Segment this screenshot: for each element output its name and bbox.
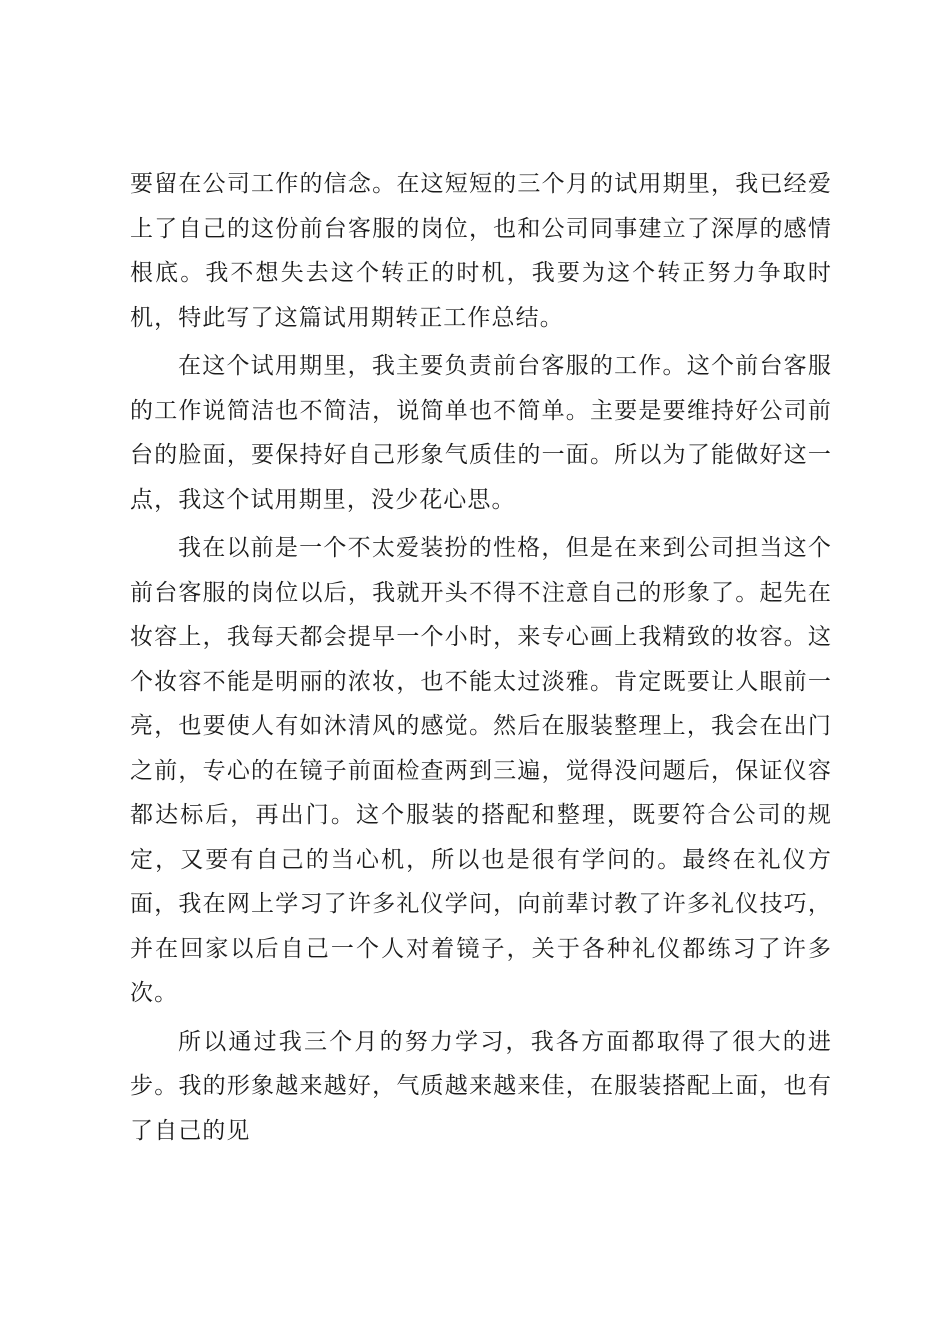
document-body [130, 162, 832, 1157]
paragraph-1: 要留在公司工作的信念。在这短短的三个月的试用期里，我已经爱上了自己的这份前台客服的岗位，也和公司同事建立了深厚的感情根底。我不想失去这个转正的时机，我要为这个转正努力争取时机，特此写了这篇试用期转正工作总结。 [130, 171, 832, 331]
paragraph-3: 我在以前是一个不太爱装扮的性格，但是在来到公司担当这个前台客服的岗位以后，我就开头不得不注意自己的形象了。起先在妆容上，我每天都会提早一个小时，来专心画上我精致的妆容。这个妆容不能是明丽的浓妆，也不能太过淡雅。肯定既要让人眼前一亮，也要使人有如沐清风的感觉。然后在服装整理上，我会在出门之前，专心的在镜子前面检查两到三遍，觉得没问题后，保证仪容都达标后，再出门。这个服装的搭配和整理，既要符合公司的规定，又要有自己的当心机，所以也是很有学问的。最终在礼仪方面，我在网上学习了许多礼仪学问，向前辈讨教了许多礼仪技巧，并在回家以后自己一个人对着镜子，关于各种礼仪都练习了许多次。 [130, 535, 832, 1006]
paragraph-2: 在这个试用期里，我主要负责前台客服的工作。这个前台客服的工作说简洁也不简洁，说简单也不简单。主要是要维持好公司前台的脸面，要保持好自己形象气质佳的一面。所以为了能做好这一点，我这个试用期里，没少花心思。 [130, 353, 832, 513]
paragraph-4: 所以通过我三个月的努力学习，我各方面都取得了很大的进步。我的形象越来越好，气质越来越来佳，在服装搭配上面，也有了自己的见 [130, 1028, 832, 1144]
